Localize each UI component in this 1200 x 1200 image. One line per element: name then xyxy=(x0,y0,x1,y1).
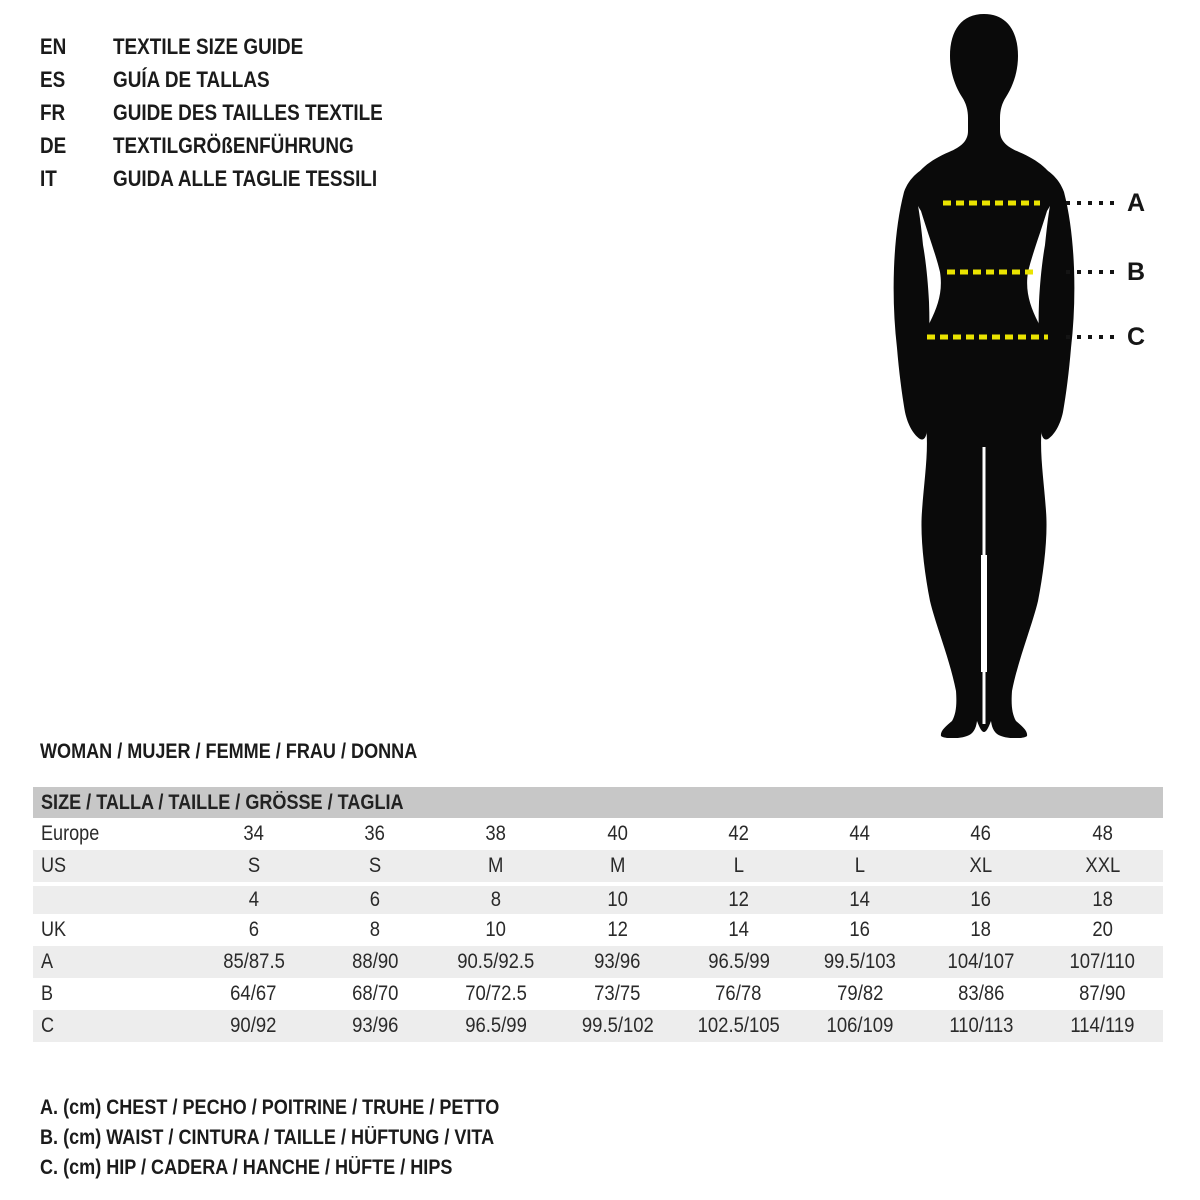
size-cell-text: 8 xyxy=(369,918,381,941)
language-list xyxy=(40,30,427,195)
size-cell xyxy=(678,818,799,850)
legend-line-chest-text: A. (cm) CHEST / PECHO / POITRINE / TRUHE / PETTO xyxy=(40,1096,500,1119)
size-cell xyxy=(314,850,435,882)
size-cell-text: 110/113 xyxy=(949,1014,1014,1037)
size-cell xyxy=(557,978,678,1010)
size-cell-text: 70/72.5 xyxy=(465,982,527,1005)
legend-line-waist-text: B. (cm) WAIST / CINTURA / TAILLE / HÜFTUNG / VITA xyxy=(40,1126,495,1149)
language-code xyxy=(40,67,113,93)
size-cell xyxy=(193,886,314,914)
size-cell-text: 102.5/105 xyxy=(697,1014,780,1037)
table-row-chest-a xyxy=(33,946,1163,978)
language-row-es xyxy=(40,63,427,96)
woman-silhouette-figure xyxy=(860,10,1120,738)
size-cell-text: XL xyxy=(969,854,993,877)
row-label xyxy=(33,978,193,1010)
size-cell-text: 99.5/103 xyxy=(823,950,896,973)
size-cell-text: 16 xyxy=(970,888,992,911)
size-cell xyxy=(193,850,314,882)
size-cell-text: 64/67 xyxy=(230,982,277,1005)
size-cell xyxy=(193,946,314,978)
table-row-uk xyxy=(33,914,1163,946)
row-label xyxy=(33,946,193,978)
size-cell xyxy=(678,946,799,978)
size-cell-text: L xyxy=(733,854,744,877)
size-cell-text: 90.5/92.5 xyxy=(457,950,535,973)
size-cell xyxy=(921,946,1042,978)
language-row-it xyxy=(40,162,427,195)
size-cell xyxy=(436,1010,557,1042)
size-cell-text: 12 xyxy=(728,888,749,911)
size-cell-text: 90/92 xyxy=(230,1014,277,1037)
size-cell-text: 48 xyxy=(1092,822,1113,845)
row-label xyxy=(33,914,193,946)
language-title: GUÍA DE TALLAS xyxy=(113,66,270,92)
size-cell-text: 76/78 xyxy=(715,982,762,1005)
size-cell xyxy=(921,978,1042,1010)
size-cell xyxy=(1042,978,1163,1010)
size-cell xyxy=(678,914,799,946)
row-label-text: UK xyxy=(41,918,67,941)
size-cell-text: 10 xyxy=(607,888,628,911)
size-cell-text: 88/90 xyxy=(351,950,399,973)
size-cell-text: 4 xyxy=(248,888,259,911)
measure-label-hip: C xyxy=(1127,323,1146,351)
size-cell xyxy=(436,914,557,946)
size-cell xyxy=(921,1010,1042,1042)
size-table-header-text: SIZE / TALLA / TAILLE / GRÖSSE / TAGLIA xyxy=(41,791,404,814)
size-cell-text: 96.5/99 xyxy=(465,1014,527,1037)
language-code-text: ES xyxy=(40,66,66,92)
size-table xyxy=(33,787,1163,1042)
size-cell-text: 16 xyxy=(849,918,871,941)
size-cell xyxy=(193,978,314,1010)
size-cell-text: 40 xyxy=(607,822,628,845)
size-cell xyxy=(1042,818,1163,850)
size-cell-text: 8 xyxy=(490,888,502,911)
size-cell xyxy=(314,818,435,850)
row-label-text: A xyxy=(41,950,54,973)
size-cell-text: 87/90 xyxy=(1079,982,1126,1005)
measure-label-chest: A xyxy=(1127,189,1146,217)
language-code-text: DE xyxy=(40,132,67,158)
size-cell xyxy=(314,946,435,978)
row-label-text: C xyxy=(41,1014,55,1037)
size-cell-text: S xyxy=(368,854,382,877)
size-cell xyxy=(921,886,1042,914)
table-row-us-letters xyxy=(33,850,1163,882)
language-code xyxy=(40,34,113,60)
language-title: TEXTILGRÖßENFÜHRUNG xyxy=(113,132,354,158)
language-title: TEXTILE SIZE GUIDE xyxy=(113,33,304,59)
row-label xyxy=(33,886,193,914)
size-cell-text: 20 xyxy=(1092,918,1113,941)
row-label xyxy=(33,850,193,882)
size-cell xyxy=(314,914,435,946)
size-cell xyxy=(799,850,920,882)
size-cell-text: 6 xyxy=(248,918,259,941)
language-title: GUIDA ALLE TAGLIE TESSILI xyxy=(113,165,378,191)
language-row-de xyxy=(40,129,427,162)
size-cell-text: 10 xyxy=(485,918,507,941)
size-cell xyxy=(799,946,920,978)
row-label-text: Europe xyxy=(41,822,100,845)
table-row-europe xyxy=(33,818,1163,850)
size-cell-text: 12 xyxy=(607,918,628,941)
size-cell xyxy=(799,914,920,946)
legend-line-hip-text: C. (cm) HIP / CADERA / HANCHE / HÜFTE / HIPS xyxy=(40,1156,453,1179)
size-cell xyxy=(678,978,799,1010)
size-cell xyxy=(799,818,920,850)
size-cell xyxy=(557,1010,678,1042)
size-cell-text: 42 xyxy=(728,822,749,845)
size-cell xyxy=(1042,946,1163,978)
size-cell-text: 96.5/99 xyxy=(707,950,770,973)
row-label xyxy=(33,818,193,850)
row-label-text: B xyxy=(41,982,54,1005)
size-cell xyxy=(1042,886,1163,914)
size-cell xyxy=(557,818,678,850)
size-cell-text: 104/107 xyxy=(947,950,1015,973)
language-title: GUIDE DES TAILLES TEXTILE xyxy=(113,99,383,125)
size-cell xyxy=(436,818,557,850)
size-cell xyxy=(921,850,1042,882)
size-cell xyxy=(678,1010,799,1042)
size-cell xyxy=(436,850,557,882)
size-cell-text: 14 xyxy=(728,918,749,941)
size-cell xyxy=(193,1010,314,1042)
table-row-us-numbers xyxy=(33,882,1163,914)
size-cell xyxy=(799,978,920,1010)
size-cell-text: M xyxy=(488,854,504,877)
size-table-header xyxy=(33,787,1163,818)
language-row-en xyxy=(40,30,427,63)
size-cell xyxy=(1042,1010,1163,1042)
size-cell-text: 6 xyxy=(369,888,381,911)
size-cell-text: 106/109 xyxy=(826,1014,894,1037)
section-heading-text: WOMAN / MUJER / FEMME / FRAU / DONNA xyxy=(40,740,418,763)
size-cell xyxy=(799,886,920,914)
size-cell-text: XXL xyxy=(1084,854,1120,877)
size-cell-text: 44 xyxy=(849,822,871,845)
size-cell xyxy=(557,946,678,978)
row-label-text: US xyxy=(41,854,67,877)
size-cell xyxy=(314,886,435,914)
size-cell xyxy=(436,946,557,978)
size-cell-text: 93/96 xyxy=(594,950,641,973)
size-cell-text: 114/119 xyxy=(1070,1014,1135,1037)
size-cell-text: 14 xyxy=(849,888,871,911)
size-cell-text: 73/75 xyxy=(594,982,641,1005)
size-cell-text: 18 xyxy=(970,918,992,941)
size-cell-text: M xyxy=(609,854,626,877)
language-code-text: EN xyxy=(40,33,67,59)
size-cell-text: 93/96 xyxy=(351,1014,399,1037)
size-cell xyxy=(193,818,314,850)
size-cell-text: 34 xyxy=(243,822,264,845)
language-row-fr xyxy=(40,96,427,129)
size-cell-text: L xyxy=(854,854,866,877)
size-cell-text: 79/82 xyxy=(836,982,884,1005)
size-cell xyxy=(1042,914,1163,946)
size-cell xyxy=(678,886,799,914)
legend-line-hip xyxy=(40,1153,574,1183)
size-cell xyxy=(314,1010,435,1042)
size-cell-text: S xyxy=(247,854,260,877)
language-code xyxy=(40,133,113,159)
size-cell-text: 46 xyxy=(970,822,992,845)
size-cell-text: 107/110 xyxy=(1069,950,1136,973)
size-cell xyxy=(436,978,557,1010)
size-cell-text: 83/86 xyxy=(957,982,1005,1005)
woman-silhouette-svg xyxy=(860,10,1120,738)
size-cell-text: 38 xyxy=(485,822,507,845)
legend-line-waist xyxy=(40,1123,574,1153)
language-code xyxy=(40,100,113,126)
size-cell xyxy=(1042,850,1163,882)
language-code-text: FR xyxy=(40,99,66,125)
size-cell-text: 36 xyxy=(364,822,386,845)
size-cell xyxy=(314,978,435,1010)
legend-line-chest xyxy=(40,1093,574,1123)
size-cell xyxy=(557,850,678,882)
size-cell xyxy=(921,818,1042,850)
language-code xyxy=(40,166,113,192)
size-cell-text: 99.5/102 xyxy=(581,1014,654,1037)
size-cell xyxy=(921,914,1042,946)
size-cell xyxy=(557,914,678,946)
size-cell xyxy=(678,850,799,882)
table-row-hip-c xyxy=(33,1010,1163,1042)
size-cell-text: 85/87.5 xyxy=(222,950,285,973)
section-heading xyxy=(40,740,479,764)
measurement-legend xyxy=(40,1093,574,1183)
language-code-text: IT xyxy=(40,165,57,191)
size-cell-text: 18 xyxy=(1092,888,1113,911)
size-cell-text: 68/70 xyxy=(351,982,399,1005)
size-cell xyxy=(436,886,557,914)
measure-label-waist: B xyxy=(1127,258,1146,286)
table-row-waist-b xyxy=(33,978,1163,1010)
row-label xyxy=(33,1010,193,1042)
size-cell xyxy=(193,914,314,946)
size-cell xyxy=(799,1010,920,1042)
size-cell xyxy=(557,886,678,914)
